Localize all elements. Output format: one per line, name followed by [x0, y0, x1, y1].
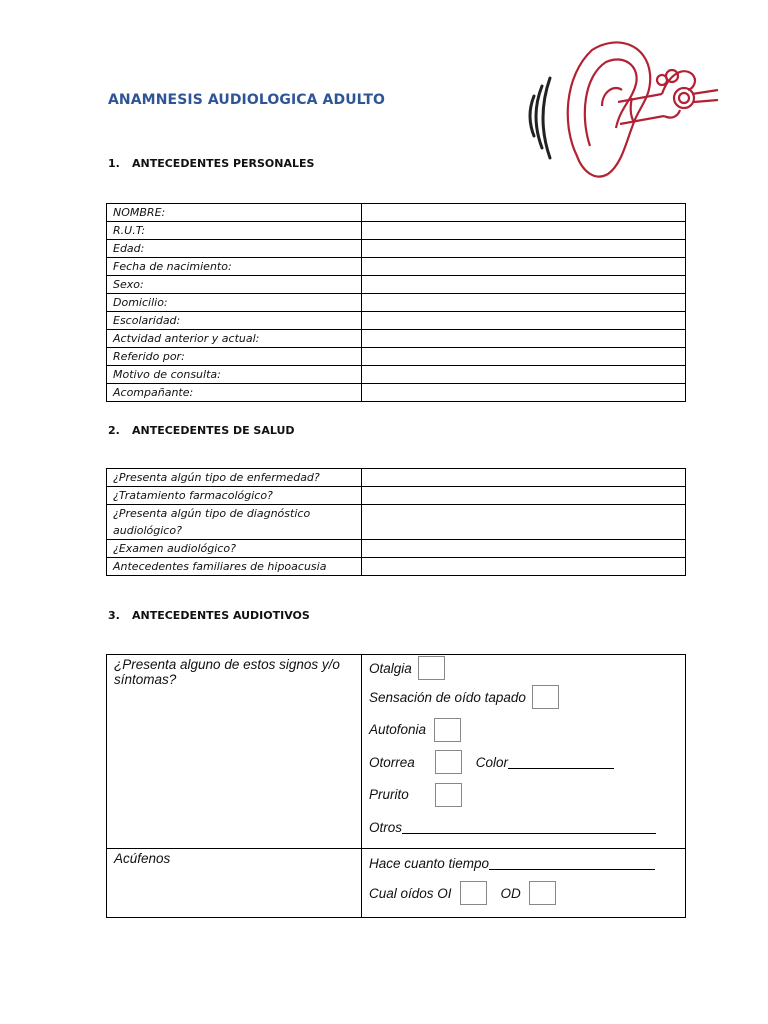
table-row [107, 384, 686, 402]
field-label: Acompañante: [107, 384, 362, 402]
symptom-autofonia: Autofonia [369, 714, 678, 747]
oi-checkbox[interactable] [460, 881, 487, 905]
field-input[interactable] [362, 505, 686, 540]
ear-illustration [522, 36, 728, 184]
table-row [107, 276, 686, 294]
table-row [107, 540, 686, 558]
field-label: Motivo de consulta: [107, 366, 362, 384]
otorrea-checkbox[interactable] [435, 750, 462, 774]
field-label: ¿Presenta algún tipo de diagnóstico audiológico? [107, 505, 362, 540]
field-input[interactable] [362, 312, 686, 330]
field-label: Antecedentes familiares de hipoacusia [107, 558, 362, 576]
field-label: Escolaridad: [107, 312, 362, 330]
field-label: Fecha de nacimiento: [107, 258, 362, 276]
table-row [107, 469, 686, 487]
symptom-otorrea: Otorrea Color [369, 746, 678, 779]
field-input[interactable] [362, 348, 686, 366]
field-label: ¿Examen audiológico? [107, 540, 362, 558]
field-input[interactable] [362, 330, 686, 348]
table-row [107, 204, 686, 222]
field-label: Referido por: [107, 348, 362, 366]
field-label: NOMBRE: [107, 204, 362, 222]
field-input[interactable] [362, 276, 686, 294]
table-row [107, 330, 686, 348]
tiempo-row: Hace cuanto tiempo [369, 849, 678, 877]
tapado-checkbox[interactable] [532, 685, 559, 709]
table-row [107, 240, 686, 258]
tiempo-input-line[interactable] [489, 857, 655, 870]
symptom-tapado: Sensación de oído tapado [369, 681, 678, 714]
field-label: Sexo: [107, 276, 362, 294]
table-row [107, 655, 686, 849]
acufenos-label: Acúfenos [107, 849, 362, 918]
health-table [106, 468, 686, 576]
table-row [107, 294, 686, 312]
table-row [107, 366, 686, 384]
field-input[interactable] [362, 384, 686, 402]
od-checkbox[interactable] [529, 881, 556, 905]
section-heading-personales: 1. ANTECEDENTES PERSONALES [108, 157, 315, 170]
field-input[interactable] [362, 258, 686, 276]
cual-oidos-row: Cual oídos OI OD [369, 877, 678, 910]
table-row [107, 258, 686, 276]
field-label: Domicilio: [107, 294, 362, 312]
table-row [107, 558, 686, 576]
table-row [107, 849, 686, 918]
field-input[interactable] [362, 487, 686, 505]
field-label: ¿Tratamiento farmacológico? [107, 487, 362, 505]
symptom-prurito: Prurito [369, 779, 678, 812]
autofonia-checkbox[interactable] [434, 718, 461, 742]
prurito-checkbox[interactable] [435, 783, 462, 807]
otalgia-checkbox[interactable] [418, 656, 445, 680]
personal-table [106, 203, 686, 402]
section-heading-salud: 2. ANTECEDENTES DE SALUD [108, 424, 295, 437]
field-input[interactable] [362, 469, 686, 487]
field-input[interactable] [362, 294, 686, 312]
field-input[interactable] [362, 366, 686, 384]
table-row [107, 348, 686, 366]
field-input[interactable] [362, 540, 686, 558]
table-row [107, 505, 686, 540]
section-heading-audiotivos: 3. ANTECEDENTES AUDIOTIVOS [108, 609, 310, 622]
field-input[interactable] [362, 204, 686, 222]
table-row [107, 222, 686, 240]
table-row [107, 312, 686, 330]
field-label: Actvidad anterior y actual: [107, 330, 362, 348]
auditory-table [106, 654, 686, 918]
symptom-otalgia: Otalgia [369, 655, 678, 681]
field-label: ¿Presenta algún tipo de enfermedad? [107, 469, 362, 487]
symptom-otros: Otros [369, 811, 678, 844]
field-label: Edad: [107, 240, 362, 258]
field-input[interactable] [362, 222, 686, 240]
field-label: R.U.T: [107, 222, 362, 240]
otros-input-line[interactable] [402, 821, 656, 834]
color-input-line[interactable] [508, 756, 614, 769]
field-input[interactable] [362, 240, 686, 258]
table-row [107, 487, 686, 505]
page-title: ANAMNESIS AUDIOLOGICA ADULTO [108, 92, 386, 108]
field-input[interactable] [362, 558, 686, 576]
symptoms-question: ¿Presenta alguno de estos signos y/o síntomas? [107, 655, 362, 849]
